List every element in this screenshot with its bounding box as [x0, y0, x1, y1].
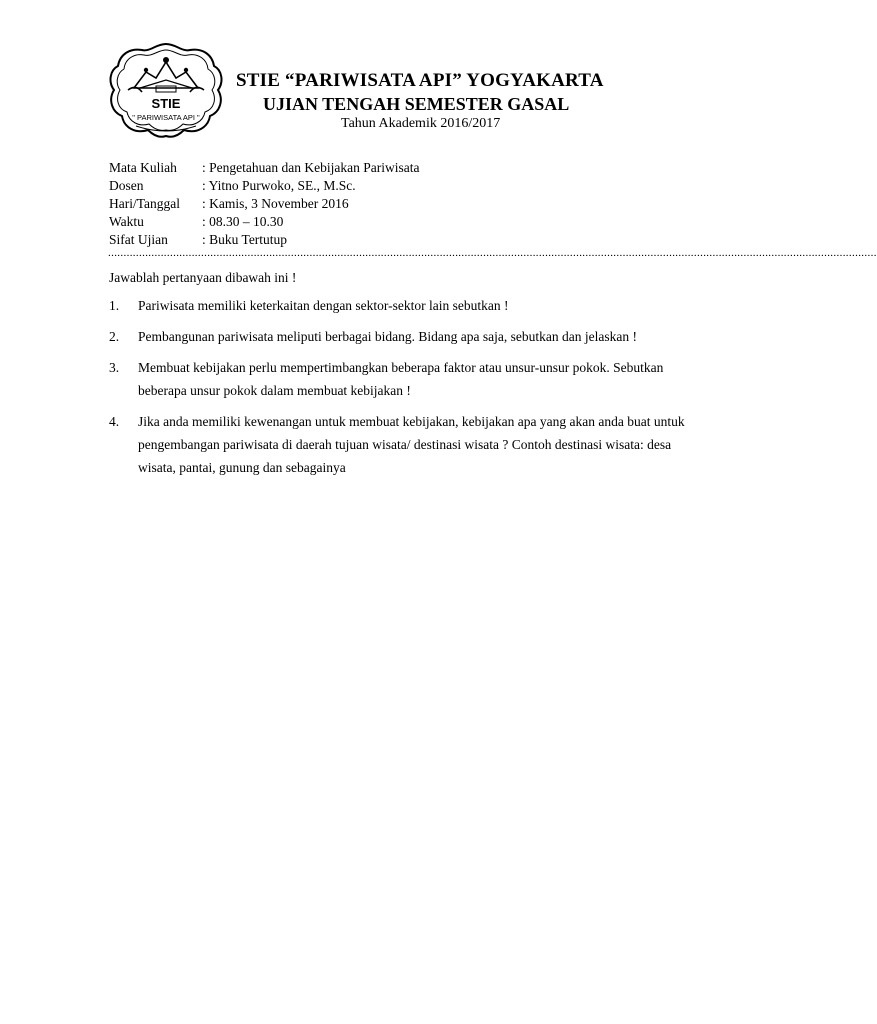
info-label: Hari/Tanggal	[109, 196, 181, 211]
info-value: : Yitno Purwoko, SE., M.Sc.	[202, 178, 356, 193]
info-value: : Buku Tertutup	[202, 232, 288, 247]
question-text: Membuat kebijakan perlu mempertimbangkan beberapa faktor atau unsur-unsur pokok. Sebutkan beberapa unsur pokok dalam membuat kebijakan !	[138, 360, 664, 398]
info-label: Dosen	[109, 178, 144, 193]
question-text: Pariwisata memiliki keterkaitan dengan sektor-sektor lain sebutkan !	[138, 298, 509, 313]
question-item	[109, 325, 689, 348]
instruction-text: Jawablah pertanyaan dibawah ini !	[109, 270, 297, 285]
info-value: : 08.30 – 10.30	[202, 214, 284, 229]
info-row-time	[109, 213, 419, 231]
info-value: : Kamis, 3 November 2016	[202, 196, 349, 211]
info-label: Mata Kuliah	[109, 160, 177, 175]
exam-info	[109, 159, 419, 249]
institution-title: STIE “PARIWISATA API” YOGYAKARTA	[236, 70, 604, 91]
info-row-lecturer	[109, 177, 419, 195]
academic-year: Tahun Akademik 2016/2017	[341, 116, 501, 131]
question-item	[109, 410, 689, 479]
exam-title: UJIAN TENGAH SEMESTER GASAL	[263, 94, 570, 114]
question-list	[109, 294, 689, 487]
info-row-date	[109, 195, 419, 213]
question-number: 1.	[109, 298, 120, 313]
question-item	[109, 356, 689, 402]
info-row-course	[109, 159, 419, 177]
question-text: Pembangunan pariwisata meliputi berbagai bidang. Bidang apa saja, sebutkan dan jelaskan !	[138, 329, 637, 344]
question-number: 2.	[109, 329, 120, 344]
info-label: Sifat Ujian	[109, 232, 168, 247]
question-number: 3.	[109, 360, 120, 375]
question-item	[109, 294, 689, 317]
institution-emblem-icon	[106, 40, 226, 140]
info-value: : Pengetahuan dan Kebijakan Pariwisata	[202, 160, 420, 175]
question-text: Jika anda memiliki kewenangan untuk membuat kebijakan, kebijakan apa yang akan anda buat untuk pengembangan pariwisata di daerah tujuan wisata/ destinasi wisata ? Contoh destinasi wisata: desa wisata, pantai, gunung dan sebagainya	[138, 414, 685, 475]
dotted-divider: ........................................................................................................................................................................................................................................................	[108, 247, 877, 259]
info-label: Waktu	[109, 214, 144, 229]
question-number: 4.	[109, 414, 120, 429]
logo-text-stie: STIE	[151, 96, 181, 111]
logo-text-name: " PARIWISATA API "	[132, 113, 200, 122]
